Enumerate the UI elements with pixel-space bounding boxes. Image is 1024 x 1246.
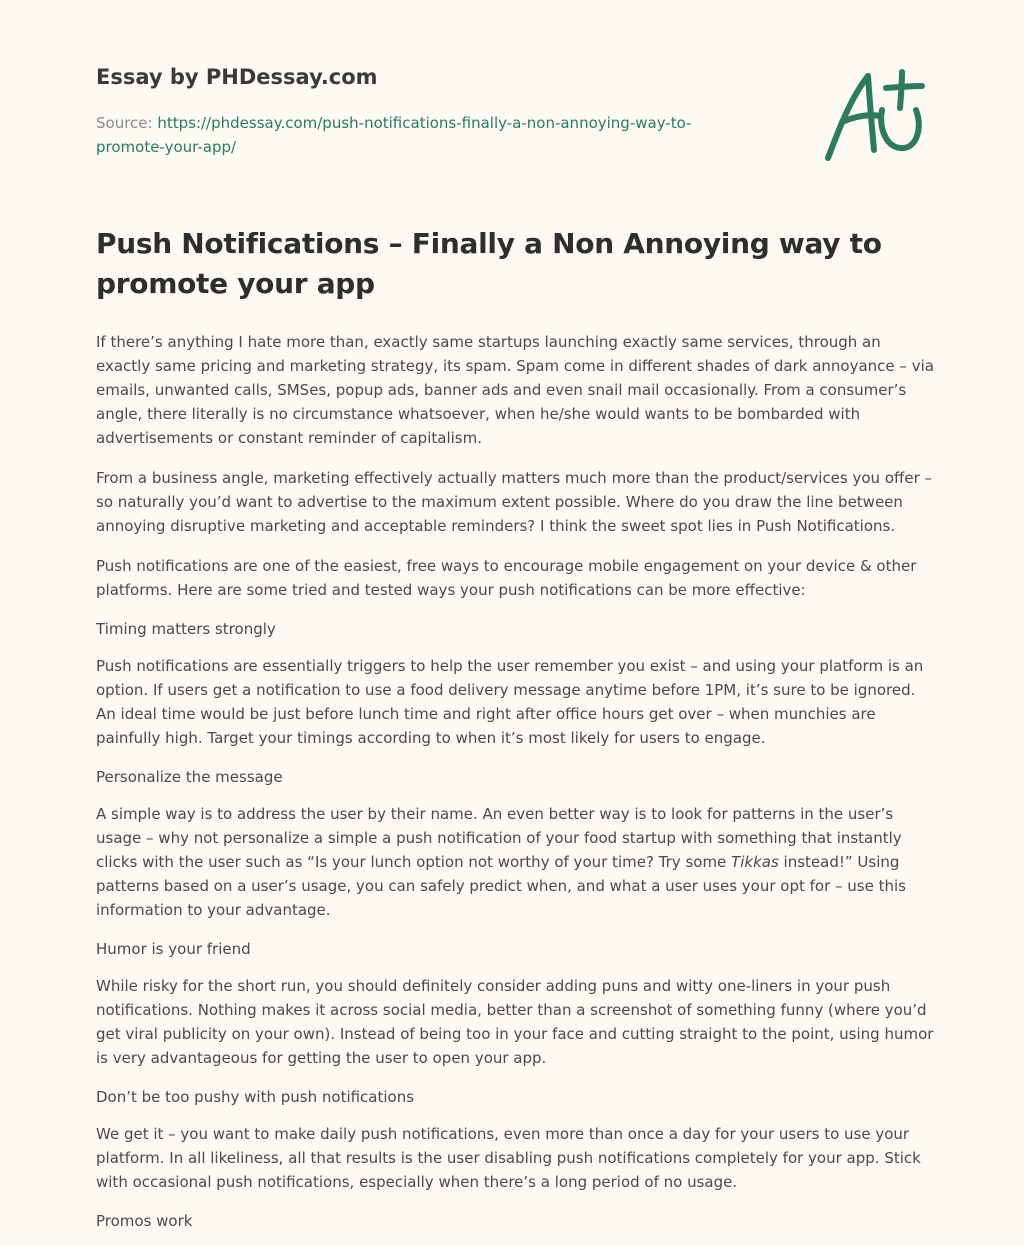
source-link[interactable]: https://phdessay.com/push-notifications-finally-a-non-annoying-way-to-promote-your-app/ [96,114,692,156]
section-heading: Don’t be too pushy with push notifications [96,1088,415,1106]
article-title: Push Notifications – Finally a Non Annoying way to promote your app [96,227,882,300]
source-line [96,111,736,159]
emphasis-text: Tikkas [731,853,779,871]
a-plus-logo [818,66,930,166]
article [96,224,936,1246]
paragraph-text: A simple way is to address the user by their name. An even better way is to look for patterns in the user’s usage – why not personalize a simple a push notification of your food startup with something that instantly clicks with the user such as “Is your lunch option not worthy of your time? Try some [96,805,902,871]
section-heading: Humor is your friend [96,940,251,958]
paragraph: Push notifications are essentially triggers to help the user remember you exist – and using your platform is an option. If users get a notification to use a food delivery message anytime before 1PM, it’s sure to be ignored. An ideal time would be just before lunch time and right after office hours get over – when munchies are painfully high. Target your timings according to when it’s most likely for users to engage. [96,657,924,747]
paragraph [96,802,936,922]
section-heading: Promos work [96,1212,193,1230]
paragraph: If there’s anything I hate more than, exactly same startups launching exactly same services, through an exactly same pricing and marketing strategy, its spam. Spam come in different shades of dark annoyance – via emails, unwanted calls, SMSes, popup ads, banner ads and even snail mail occasionally. From a consumer’s angle, there literally is no circumstance whatsoever, when he/she would wants to be bombarded with advertisements or constant reminder of capitalism. [96,333,934,447]
source-label: Source: [96,114,158,132]
paragraph: While risky for the short run, you should definitely consider adding puns and witty one-liners in your push notifications. Nothing makes it across social media, better than a screenshot of something funny (where you’d get viral publicity on your own). Instead of being too in your face and cutting straight to the point, using humor is very advantageous for getting the user to open your app. [96,977,934,1067]
section-heading: Personalize the message [96,768,283,786]
document-header [96,62,736,159]
section-heading: Timing matters strongly [96,620,276,638]
paragraph: We get it – you want to make daily push notifications, even more than once a day for your users to use your platform. In all likeliness, all that results is the user disabling push notifications completely for your app. Stick with occasional push notifications, especially when there’s a long period of no usage. [96,1125,921,1191]
paragraph-text: instead!” Using patterns based on a user’s usage, you can safely predict when, and what a user uses your opt for – use this information to your advantage. [96,853,906,919]
paragraph: From a business angle, marketing effectively actually matters much more than the product/services you offer – so naturally you’d want to advertise to the maximum extent possible. Where do you draw the line between annoying disruptive marketing and acceptable reminders? I think the sweet spot lies in Push Notifications. [96,469,933,535]
paragraph: Push notifications are one of the easiest, free ways to encourage mobile engagement on your device & other platforms. Here are some tried and tested ways your push notifications can be more effective: [96,557,917,599]
brand-title: Essay by PHDessay.com [96,65,378,89]
